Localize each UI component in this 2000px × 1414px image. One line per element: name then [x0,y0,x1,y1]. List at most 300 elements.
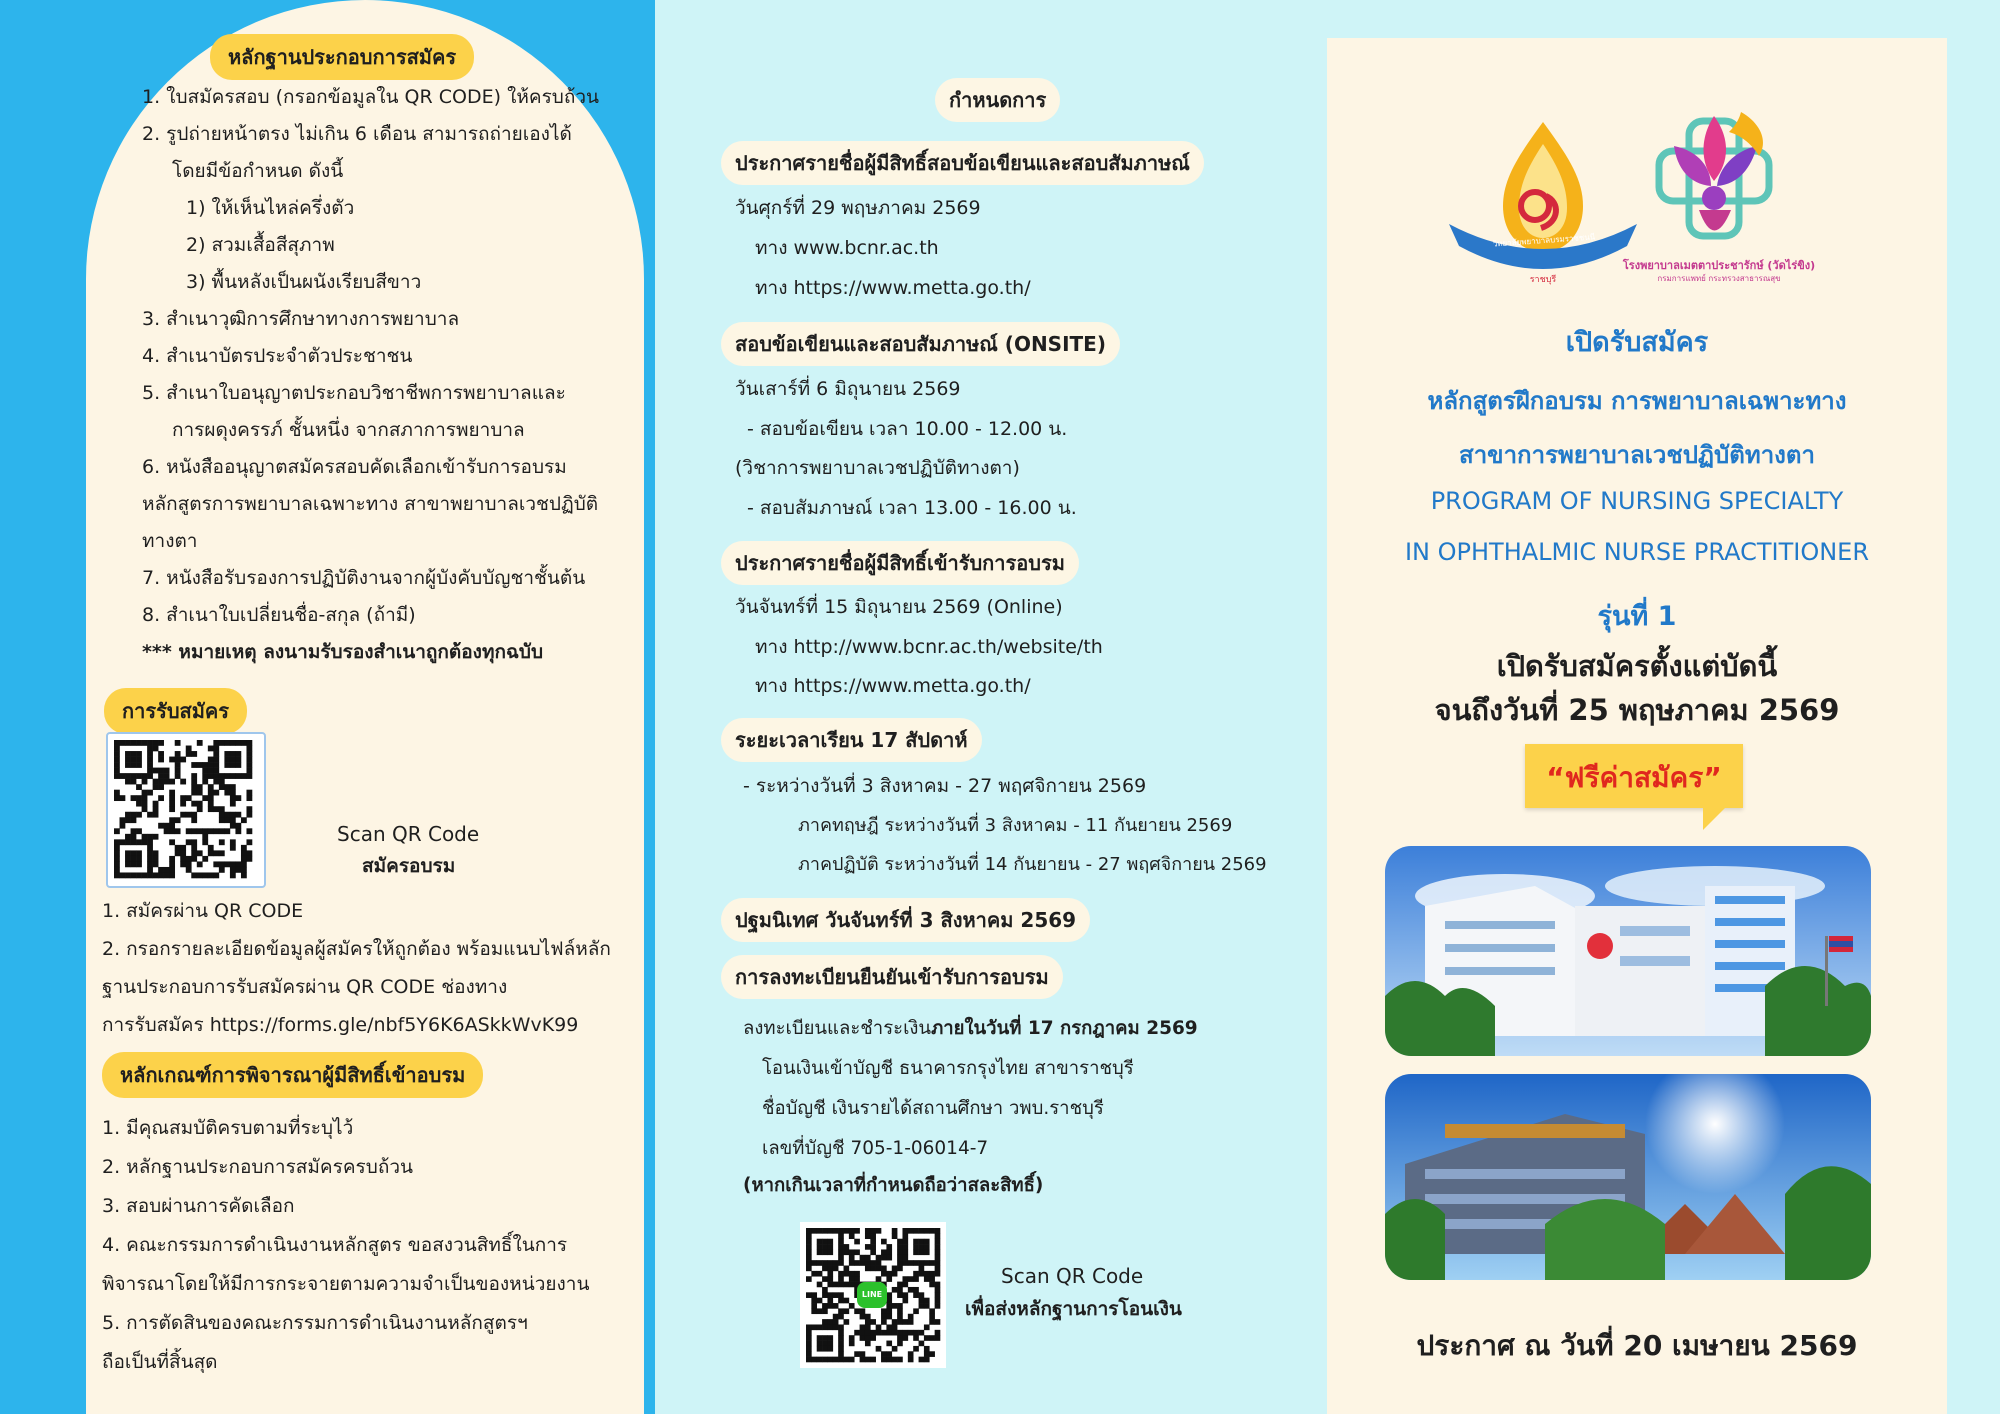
qr-module [806,1233,812,1239]
qr-module [246,850,252,856]
qr-module [838,1282,844,1288]
qr-module [854,1249,860,1255]
qr-module [131,839,137,845]
qr-module [153,856,159,862]
qr-module [935,1233,941,1239]
qr-module [213,762,219,768]
apply-title: การรับสมัคร [104,688,247,734]
open-heading: เปิดรับสมัคร [1565,327,1709,358]
qr-module [175,762,181,768]
qr-module [147,872,153,878]
s1-line[interactable]: ทาง https://www.metta.go.th/ [755,277,1031,299]
doc-item: โดยมีข้อกำหนด ดังนี้ [172,160,344,182]
qr-module [935,1239,941,1245]
cohort: รุ่นที่ 1 [1597,601,1677,632]
qr-module [197,740,203,746]
qr-module [870,1244,876,1250]
qr-module [235,751,241,757]
qr-module [213,828,219,834]
qr-module [224,828,230,834]
qr-module [870,1330,876,1336]
qr-module [935,1282,941,1288]
qr-module [241,817,247,823]
qr-module [924,1271,930,1277]
qr-module [924,1244,930,1250]
qr-module [235,773,241,779]
qr-module [822,1292,828,1298]
qr-module [169,757,175,763]
qr-module [191,828,197,834]
docs-title: หลักฐานประกอบการสมัคร [210,34,474,80]
qr-module [219,817,225,823]
qr-module [175,828,181,834]
qr-module [208,790,214,796]
s1-line: วันศุกร์ที่ 29 พฤษภาคม 2569 [735,197,981,219]
qr-module [844,1319,850,1325]
qr-module [908,1357,914,1363]
qr-module [164,823,170,829]
qr-module [822,1308,828,1314]
qr-module [865,1233,871,1239]
qr-module [142,790,148,796]
qr-module [213,751,219,757]
qr-module [929,1276,935,1282]
qr-module [114,790,120,796]
doc-item: หลักสูตรการพยาบาลเฉพาะทาง สาขาพยาบาลเวชปฏิบัติ [142,493,599,515]
qr-module [169,861,175,867]
qr-module [224,757,230,763]
qr-module [136,773,142,779]
apply-qr-code[interactable] [106,732,266,888]
qr-module [147,839,153,845]
free-badge [1525,744,1743,808]
doc-item: 5. สำเนาใบอนุญาตประกอบวิชาชีพการพยาบาลและ [142,382,566,404]
s6-deadline: ภายในวันที่ 17 กรกฎาคม 2569 [931,1018,1198,1039]
qr-module [935,1303,941,1309]
qr-module [114,740,120,746]
qr-module [158,784,164,790]
middle-panel [655,0,1327,1414]
qr-module [935,1260,941,1266]
qr-module [131,762,137,768]
qr-module [230,795,236,801]
qr-module [186,861,192,867]
qr-module [833,1282,839,1288]
doc-item: 8. สำเนาใบเปลี่ยนชื่อ-สกุล (ถ้ามี) [142,604,416,626]
s3-line[interactable]: ทาง http://www.bcnr.ac.th/website/th [755,636,1103,658]
s2-line: วันเสาร์ที่ 6 มิถุนายน 2569 [735,378,961,400]
qr-label: Scan QR Code [337,822,480,846]
qr-module [876,1330,882,1336]
qr-module [202,762,208,768]
qr-module [219,812,225,818]
qr-module [897,1244,903,1250]
qr-module [919,1249,925,1255]
qr-module [175,757,181,763]
qr-module [822,1357,828,1363]
qr-module [197,762,203,768]
qr-module [838,1249,844,1255]
qr-module [913,1335,919,1341]
qr-module [114,839,120,845]
qr-module [902,1282,908,1288]
qr-module [186,856,192,862]
qr-module [865,1314,871,1320]
qr-module [208,768,214,774]
apply-step: 1. สมัครผ่าน QR CODE [102,900,304,922]
qr-module [860,1351,866,1357]
qr-module [125,817,131,823]
qr-module [175,751,181,757]
qr-module [935,1271,941,1277]
qr-module [230,740,236,746]
qr-module [230,762,236,768]
qr-module [886,1255,892,1261]
qr-module [886,1298,892,1304]
qr-module [147,812,153,818]
qr-module [860,1357,866,1363]
qr-module [854,1228,860,1234]
qr-module [924,1276,930,1282]
qr-code-icon [108,734,264,886]
qr-module [246,746,252,752]
qr-module [114,872,120,878]
qr-module [854,1330,860,1336]
qr-module [202,828,208,834]
qr-module [164,768,170,774]
qr-module [876,1228,882,1234]
qr-module [817,1298,823,1304]
qr-module [860,1330,866,1336]
qr-module [153,850,159,856]
qr-module [844,1266,850,1272]
qr-module [902,1276,908,1282]
qr-module [886,1357,892,1363]
qr-module [929,1282,935,1288]
qr-module [114,773,120,779]
qr-module [164,867,170,873]
qr-module [838,1260,844,1266]
qr-module [886,1351,892,1357]
qr-module [849,1271,855,1277]
qr-module [230,790,236,796]
qr-module [886,1303,892,1309]
qr-label: สมัครอบรม [362,855,456,877]
qr-module [806,1324,812,1330]
qr-module [136,850,142,856]
qr-module [913,1260,919,1266]
qr-module [908,1314,914,1320]
qr-module [838,1346,844,1352]
docs-note: *** หมายเหตุ ลงนามรับรองสำเนาถูกต้องทุกฉบับ [142,641,544,663]
qr-module [136,757,142,763]
qr-module [886,1276,892,1282]
course-line: หลักสูตรฝึกอบรม การพยาบาลเฉพาะทาง [1427,387,1847,415]
qr-module [213,740,219,746]
qr-module [897,1255,903,1261]
qr-module [131,828,137,834]
qr-module [230,867,236,873]
qr-module [817,1357,823,1363]
qr-module [924,1357,930,1363]
qr-module [838,1298,844,1304]
qr-module [881,1271,887,1277]
qr-module [935,1249,941,1255]
qr-module [125,757,131,763]
qr-module [153,834,159,840]
qr-module [838,1276,844,1282]
qr-module [169,795,175,801]
s1-line[interactable]: ทาง www.bcnr.ac.th [755,237,939,259]
s5-title: ปฐมนิเทศ วันจันทร์ที่ 3 สิงหาคม 2569 [721,898,1090,942]
qr-module [913,1292,919,1298]
qr-module [147,762,153,768]
qr-module [114,795,120,801]
qr-module [902,1249,908,1255]
qr-module [929,1335,935,1341]
qr-module [213,768,219,774]
qr-module [897,1266,903,1272]
qr-module [114,845,120,851]
qr-module [136,795,142,801]
qr-module [158,773,164,779]
qr-module [158,768,164,774]
qr-module [833,1319,839,1325]
s2-line: - สอบข้อเขียน เวลา 10.00 - 12.00 น. [747,418,1068,440]
college-photo [1385,1074,1871,1280]
qr-module [865,1260,871,1266]
qr-module [876,1324,882,1330]
qr-module [897,1292,903,1298]
qr-module [919,1228,925,1234]
qr-module [935,1287,941,1293]
criteria-item: 3. สอบผ่านการคัดเลือก [102,1195,295,1217]
qr-module [913,1330,919,1336]
qr-module [881,1308,887,1314]
qr-module [881,1314,887,1320]
qr-module [881,1351,887,1357]
open-from: เปิดรับสมัครตั้งแต่บัดนี้ [1496,649,1778,683]
qr-module [230,812,236,818]
qr-module [125,861,131,867]
qr-module [169,806,175,812]
qr-module [125,834,131,840]
qr-module [180,757,186,763]
qr-module [865,1319,871,1325]
qr-module [241,740,247,746]
qr-module [224,790,230,796]
qr-module [849,1303,855,1309]
qr-module [806,1266,812,1272]
hospital-logo-icon [1619,106,1819,256]
line-icon: LINE [857,1282,887,1308]
qr-module [897,1330,903,1336]
doc-item: 2) สวมเสื้อสีสุภาพ [186,234,335,256]
qr-module [114,751,120,757]
qr-module [136,828,142,834]
qr-module [838,1351,844,1357]
qr-module [147,856,153,862]
qr-module [806,1330,812,1336]
qr-module [827,1324,833,1330]
qr-module [902,1244,908,1250]
qr-module [208,773,214,779]
qr-module [158,751,164,757]
qr-module [822,1239,828,1245]
qr-module [886,1314,892,1320]
qr-module [929,1308,935,1314]
qr-module [849,1260,855,1266]
qr-module [191,784,197,790]
qr-module [876,1346,882,1352]
s6-title: การลงทะเบียนยืนยันเข้ารับการอบรม [721,955,1063,999]
qr-module [827,1346,833,1352]
qr-module [120,839,126,845]
qr-module [169,823,175,829]
qr-module [186,751,192,757]
qr-module [817,1335,823,1341]
qr-module [827,1298,833,1304]
qr-module [246,762,252,768]
qr-module [153,779,159,785]
qr-module [202,779,208,785]
qr-module [191,773,197,779]
qr-module [175,773,181,779]
qr-module [186,812,192,818]
qr-module [180,845,186,851]
doc-item: 6. หนังสืออนุญาตสมัครสอบคัดเลือกเข้ารับการอบรม [142,456,567,478]
s4-line: ภาคปฏิบัติ ระหว่างวันที่ 14 กันยายน - 27 พฤศจิกายน 2569 [798,854,1267,875]
qr-module [881,1239,887,1245]
qr-module [924,1228,930,1234]
qr-module [180,801,186,807]
qr-module [935,1292,941,1298]
course-line: สาขาการพยาบาลเวชปฏิบัติทางตา [1459,441,1815,469]
qr-label: เพื่อส่งหลักฐานการโอนเงิน [965,1298,1182,1320]
qr-module [246,806,252,812]
qr-module [219,861,225,867]
doc-item: 2. รูปถ่ายหน้าตรง ไม่เกิน 6 เดือน สามารถถ่ายเองได้ [142,123,572,145]
qr-module [131,740,137,746]
criteria-item: 1. มีคุณสมบัติครบตามที่ระบุไว้ [102,1117,354,1139]
qr-module [886,1271,892,1277]
qr-module [870,1357,876,1363]
qr-module [844,1308,850,1314]
qr-module [125,850,131,856]
qr-module [230,839,236,845]
qr-module [865,1330,871,1336]
qr-module [892,1346,898,1352]
qr-module [197,790,203,796]
qr-module [908,1287,914,1293]
qr-module [902,1239,908,1245]
qr-module [935,1266,941,1272]
s3-title: ประกาศรายชื่อผู้มีสิทธิ์เข้ารับการอบรม [721,541,1079,585]
qr-module [822,1319,828,1325]
qr-module [924,1260,930,1266]
qr-module [919,1303,925,1309]
qr-module [870,1260,876,1266]
college-building-image [1385,1074,1871,1280]
qr-module [827,1260,833,1266]
s3-line[interactable]: ทาง https://www.metta.go.th/ [755,675,1031,697]
qr-module [131,779,137,785]
qr-module [929,1228,935,1234]
qr-module [854,1308,860,1314]
qr-module [817,1244,823,1250]
qr-module [833,1266,839,1272]
qr-module [811,1228,817,1234]
s2-line: - สอบสัมภาษณ์ เวลา 13.00 - 16.00 น. [747,497,1077,519]
college-logo-text: วิทยาลัยพยาบาลบรมราชชนนี [1492,232,1596,249]
qr-module [849,1255,855,1261]
qr-module [913,1249,919,1255]
qr-module [202,768,208,774]
qr-module [208,795,214,801]
qr-module [120,817,126,823]
qr-module [142,872,148,878]
s3-line: วันจันทร์ที่ 15 มิถุนายน 2569 (Online) [735,596,1063,618]
qr-module [908,1228,914,1234]
qr-module [838,1228,844,1234]
doc-item: 4. สำเนาบัตรประจำตัวประชาชน [142,345,413,367]
qr-module [213,773,219,779]
qr-module [125,839,131,845]
qr-module [924,1346,930,1352]
qr-module [142,773,148,779]
qr-module [158,795,164,801]
qr-module [924,1335,930,1341]
qr-module [935,1330,941,1336]
qr-module [191,817,197,823]
qr-module [136,812,142,818]
qr-module [114,768,120,774]
apply-step[interactable]: การรับสมัคร https://forms.gle/nbf5Y6K6ASkkWvK99 [102,1014,579,1036]
qr-module [849,1341,855,1347]
qr-module [924,1249,930,1255]
qr-module [219,867,225,873]
qr-module [136,861,142,867]
qr-module [838,1341,844,1347]
qr-module [806,1276,812,1282]
qr-module [191,872,197,878]
qr-module [208,801,214,807]
qr-module [191,779,197,785]
qr-module [886,1324,892,1330]
transfer-qr-code[interactable] [800,1222,946,1368]
qr-module [806,1249,812,1255]
qr-module [924,1324,930,1330]
qr-module [838,1330,844,1336]
qr-module [822,1303,828,1309]
qr-module [854,1239,860,1245]
qr-module [230,801,236,807]
qr-module [806,1292,812,1298]
qr-module [897,1357,903,1363]
qr-module [827,1292,833,1298]
qr-module [125,751,131,757]
qr-module [892,1287,898,1293]
qr-module [844,1357,850,1363]
qr-module [136,856,142,862]
qr-module [246,751,252,757]
qr-module [919,1330,925,1336]
qr-module [865,1244,871,1250]
qr-module [806,1351,812,1357]
qr-module [180,861,186,867]
qr-module [202,856,208,862]
qr-module [838,1314,844,1320]
